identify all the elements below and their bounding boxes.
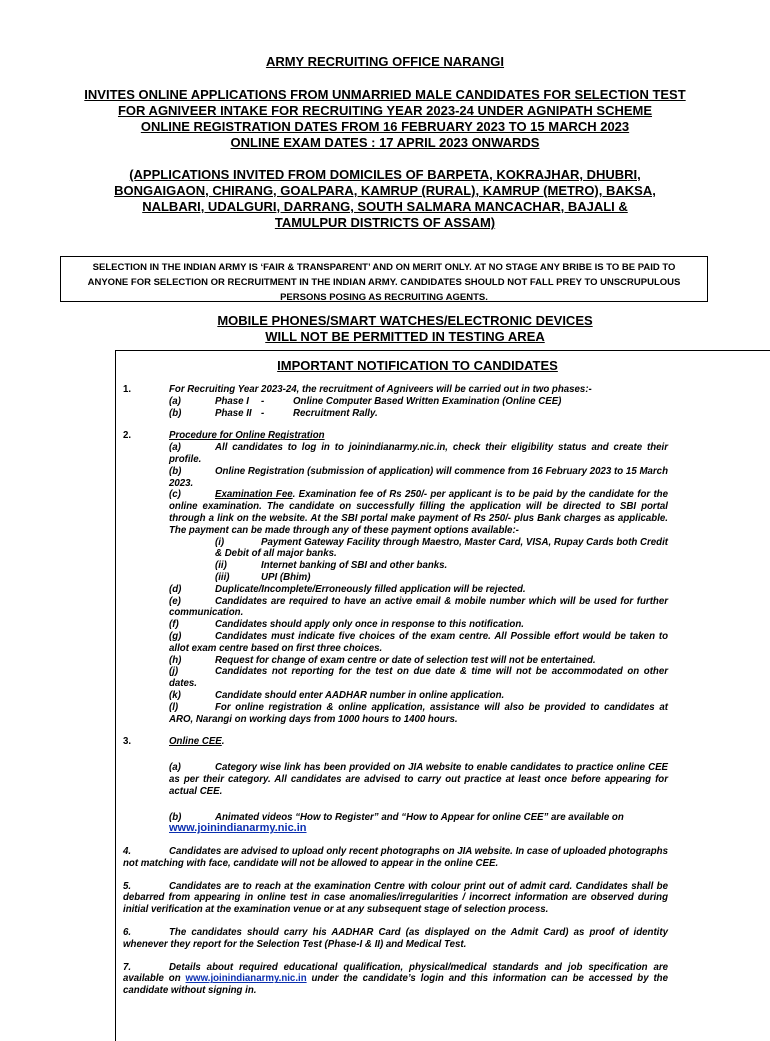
joinindianarmy-link[interactable]: www.joinindianarmy.nic.in xyxy=(169,822,307,835)
paragraph-text: under the candidate’s login and this information can be accessed by the candidate without signing in. xyxy=(123,973,668,997)
item-label: (a) xyxy=(169,762,181,774)
invitation-line: INVITES ONLINE APPLICATIONS FROM UNMARRIED MALE CANDIDATES FOR SELECTION TEST xyxy=(84,87,686,102)
paragraph-2 xyxy=(123,430,668,725)
phase-name: Phase II xyxy=(215,407,252,419)
paragraph-number: 5. xyxy=(123,880,132,892)
domicile-line: (APPLICATIONS INVITED FROM DOMICILES OF BARPETA, KOKRAJHAR, DHUBRI, xyxy=(129,167,641,182)
item-label: (b) xyxy=(169,465,182,477)
list-item xyxy=(169,584,668,596)
item-label: (d) xyxy=(169,583,182,595)
list-item xyxy=(169,596,668,620)
paragraph-6 xyxy=(123,927,668,951)
section-title: Online CEE xyxy=(169,736,222,748)
domicile-line: BONGAIGAON, CHIRANG, GOALPARA, KAMRUP (RURAL), KAMRUP (METRO), BAKSA, xyxy=(114,183,656,198)
item-label: (h) xyxy=(169,654,182,666)
list-item xyxy=(169,489,668,536)
section-title: Procedure for Online Registration xyxy=(169,430,325,442)
item-text: All candidates to log in to joinindianarmy.nic.in, check their eligibility status and create their profile. xyxy=(169,442,668,465)
item-text: Online Registration (submission of application) will commence from 16 February 2023 to 15 March 2023. xyxy=(169,465,668,489)
phase-description: Recruitment Rally. xyxy=(293,407,378,419)
item-label: (j) xyxy=(169,666,179,678)
invitation-line: FOR AGNIVEER INTAKE FOR RECRUITING YEAR 2023-24 UNDER AGNIPATH SCHEME xyxy=(117,103,653,118)
item-text: Category wise link has been provided on JIA website to enable candidates to practice online CEE as per their category. All candidates are advised to carry out practice at least once before appearing for actual CEE. xyxy=(169,762,668,797)
mobile-warning-line: WILL NOT BE PERMITTED IN TESTING AREA xyxy=(265,329,545,344)
item-text: Request for change of exam centre or date of selection test will not be entertained. xyxy=(215,654,596,666)
sub-list-item xyxy=(169,560,668,572)
item-title: Examination Fee xyxy=(215,489,293,501)
domicile-line: TAMULPUR DISTRICTS OF ASSAM) xyxy=(274,215,496,230)
list-item xyxy=(169,466,668,490)
paragraph-3 xyxy=(123,736,668,835)
item-text: Payment Gateway Facility through Maestro, Master Card, VISA, Rupay Cards both Credit & Debit of all major banks. xyxy=(215,536,668,560)
item-label: (a) xyxy=(169,442,181,454)
item-label: (k) xyxy=(169,689,181,701)
joinindianarmy-link[interactable]: www.joinindianarmy.nic.in xyxy=(185,973,307,985)
phase-row xyxy=(169,408,668,420)
paragraph-1 xyxy=(123,384,668,419)
link-row xyxy=(169,823,668,835)
invitation-heading xyxy=(60,87,710,151)
item-label: (g) xyxy=(169,630,182,642)
paragraph-number: 6. xyxy=(123,927,132,939)
phase-description: Online Computer Based Written Examination (Online CEE) xyxy=(293,395,562,407)
item-label: (ii) xyxy=(215,560,227,572)
item-text: Candidates not reporting for the test on due date & time will not be accommodated on other dates. xyxy=(169,666,668,690)
list-item xyxy=(169,442,668,466)
item-text: Animated videos “How to Register” and “How to Appear for online CEE” are available on xyxy=(215,811,624,823)
list-item xyxy=(169,690,668,702)
item-text: Internet banking of SBI and other banks. xyxy=(261,560,448,572)
paragraph-number: 4. xyxy=(123,846,132,858)
paragraph-number: 7. xyxy=(123,961,132,973)
paragraph-text: Candidates are to reach at the examination Centre with colour print out of admit card. Candidates shall be debarred from appearing in online test in case anomalies/irregularities / incorrect information are observed during initial verification at the examination venue or at any subsequent stage of selection process. xyxy=(123,880,668,916)
section-title-end: . xyxy=(221,736,225,748)
paragraph-text: Candidates are advised to upload only recent photographs on JIA website. In case of uploaded photographs not matching with face, candidate will not be allowed to appear in the online CEE. xyxy=(123,846,668,869)
list-item xyxy=(169,762,668,797)
mobile-warning-line: MOBILE PHONES/SMART WATCHES/ELECTRONIC DEVICES xyxy=(217,313,593,328)
item-label: (l) xyxy=(169,701,179,713)
list-item xyxy=(169,702,668,726)
item-label: (iii) xyxy=(215,571,230,583)
paragraph-number: 1. xyxy=(123,384,132,395)
paragraph-4 xyxy=(123,846,668,870)
item-label: (i) xyxy=(215,536,225,548)
invitation-line: ONLINE EXAM DATES : 17 APRIL 2023 ONWARDS xyxy=(230,135,540,150)
item-text: Duplicate/Incomplete/Erroneously filled application will be rejected. xyxy=(215,583,526,595)
warning-line: PERSONS POSING AS RECRUITING AGENTS. xyxy=(280,292,488,303)
item-text: Candidates are required to have an active email & mobile number which will be used for further communication. xyxy=(169,595,668,619)
warning-line: SELECTION IN THE INDIAN ARMY IS ‘FAIR & TRANSPARENT’ AND ON MERIT ONLY. AT NO STAGE ANY BRIBE IS TO BE PAID TO xyxy=(92,262,676,273)
item-text: Candidates must indicate five choices of the exam centre. All Possible effort would be taken to allot exam centre based on first three choices. xyxy=(169,630,668,654)
office-title: ARMY RECRUITING OFFICE NARANGI xyxy=(265,54,505,69)
item-text: Candidates should apply only once in response to this notification. xyxy=(215,619,524,631)
list-item xyxy=(169,666,668,690)
important-notification-title: IMPORTANT NOTIFICATION TO CANDIDATES xyxy=(277,358,558,373)
phase-dash: - xyxy=(261,395,265,407)
item-text: Candidate should enter AADHAR number in online application. xyxy=(215,689,505,701)
item-label: (a) xyxy=(169,395,181,407)
mobile-warning-heading xyxy=(115,313,695,345)
item-label: (f) xyxy=(169,619,179,631)
phase-name: Phase I xyxy=(215,395,249,407)
phase-row xyxy=(169,396,668,408)
item-label: (b) xyxy=(169,811,182,823)
paragraph-text: Details about required educational qualification, physical/medical standards and job specification are available on xyxy=(123,961,668,985)
item-label: (c) xyxy=(169,489,181,501)
phase-dash: - xyxy=(261,407,265,419)
paragraph-text: The candidates should carry his AADHAR Card (as displayed on the Admit Card) as proof of identity whenever they report for the Selection Test (Phase-I & II) and Medical Test. xyxy=(123,927,668,950)
paragraph-text: For Recruiting Year 2023-24, the recruitment of Agniveers will be carried out in two phases:- xyxy=(169,384,592,395)
paragraph-7 xyxy=(123,962,668,997)
item-label: (e) xyxy=(169,595,181,607)
paragraph-number: 3. xyxy=(123,736,132,748)
item-text: UPI (Bhim) xyxy=(261,571,311,583)
domicile-heading xyxy=(60,167,710,231)
paragraph-5 xyxy=(123,881,668,916)
sub-list-item xyxy=(169,572,668,584)
list-item xyxy=(169,631,668,655)
sub-list-item xyxy=(169,537,668,561)
notification-body xyxy=(123,384,668,997)
domicile-line: NALBARI, UDALGURI, DARRANG, SOUTH SALMARA MANCACHAR, BAJALI & xyxy=(142,199,628,214)
section-title-row xyxy=(169,736,668,748)
item-text: For online registration & online application, assistance will also be provided to candidates at ARO, Narangi on working days from 1000 hours to 1400 hours. xyxy=(169,701,668,725)
item-text: . Examination fee of Rs 250/- per applicant is to be paid by the candidate for the online examination. The candidate on successfully filling the application will be directed to SBI portal through a link on the website. At the SBI portal make payment of Rs 250/- plus Bank charges as applicable. The payment can be made through any of these payment options available:- xyxy=(169,489,668,536)
invitation-line: ONLINE REGISTRATION DATES FROM 16 FEBRUARY 2023 TO 15 MARCH 2023 xyxy=(140,119,630,134)
warning-line: ANYONE FOR SELECTION OR RECRUITMENT IN THE INDIAN ARMY. CANDIDATES SHOULD NOT FALL PREY TO UNSCRUPULOUS xyxy=(87,277,681,288)
warning-box xyxy=(60,256,708,302)
paragraph-number: 2. xyxy=(123,430,132,442)
item-label: (b) xyxy=(169,407,182,419)
list-item xyxy=(169,655,668,667)
list-item xyxy=(169,619,668,631)
